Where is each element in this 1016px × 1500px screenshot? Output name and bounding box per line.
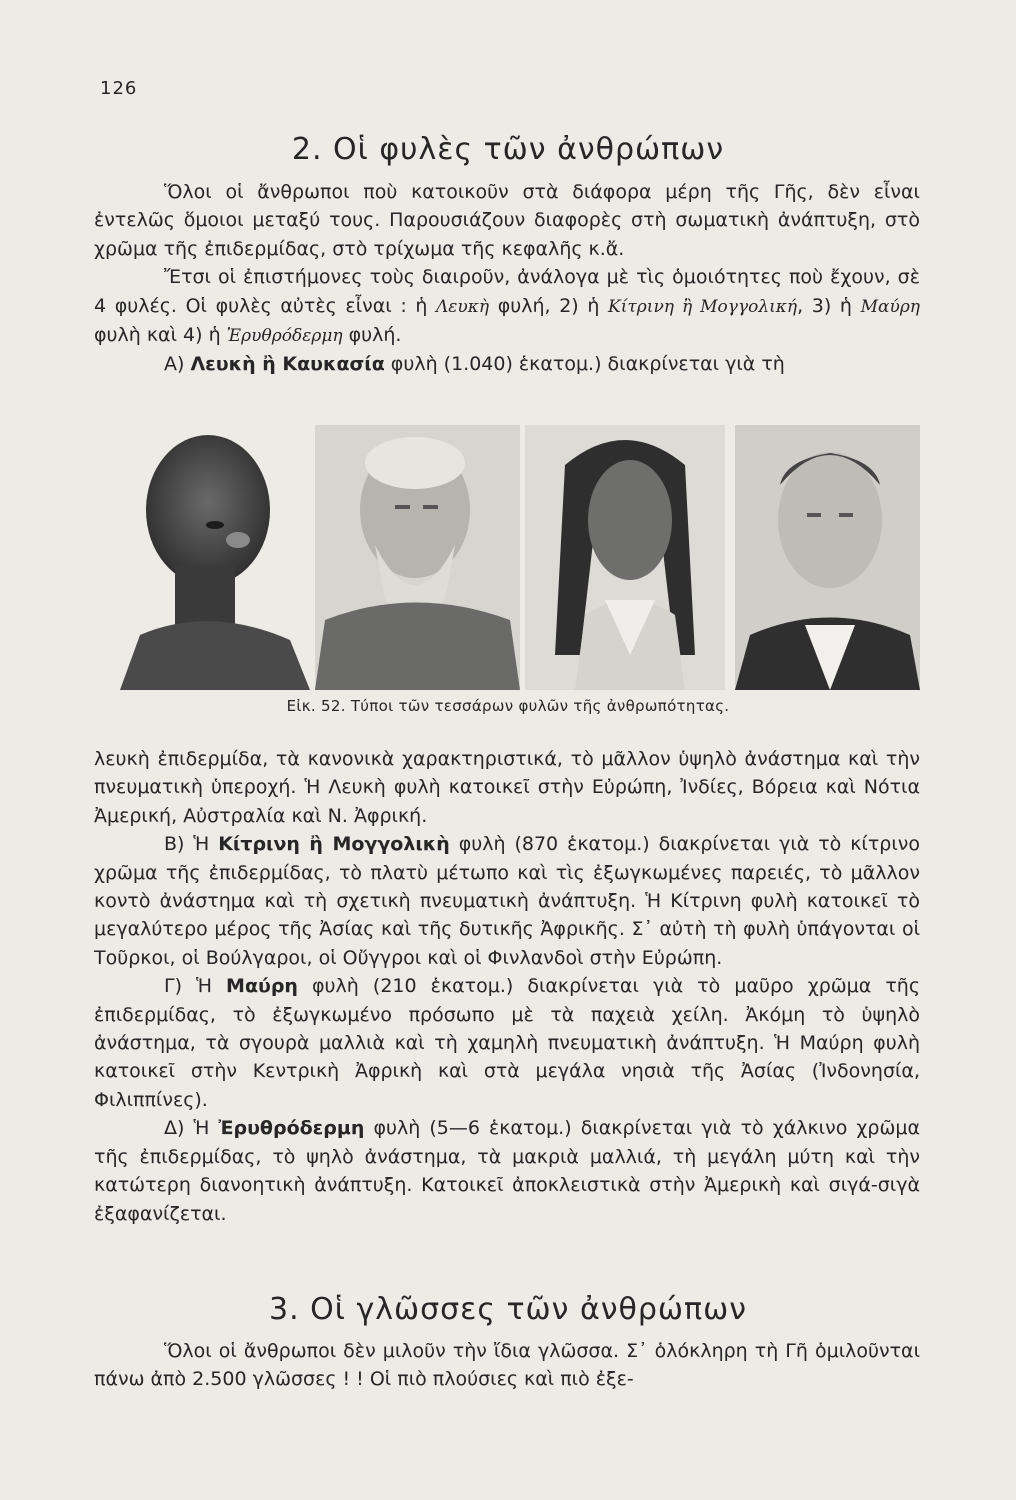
figure-four-races — [120, 425, 920, 690]
classification-text-4: φυλή. — [342, 324, 402, 347]
languages-paragraph: Ὅλοι οἱ ἄνθρωποι δὲν μιλοῦν τὴν ἴδια γλῶσσα. Σ᾿ ὁλόκληρη τὴ Γῆ ὁμιλοῦνται πάνω ἀπὸ 2.500 γλῶσσες ! ! Οἱ πιὸ πλούσιες καὶ πιὸ ἐξε- — [94, 1340, 920, 1391]
black-race-text: φυλὴ (210 ἑκατομ.) διακρίνεται γιὰ τὸ μαῦρο χρῶμα τῆς ἐπιδερμίδας, τὸ ἐξωγκωμένο πρόσωπο μὲ τὰ παχειὰ χείλη. Ἀκόμη τὸ ὑψηλὸ ἀνάστημα, τὰ σγουρὰ μαλλιὰ καὶ τὴ χαμηλὴ πνευματικὴ ἀνάπτυξη. Ἡ Μαύρη φυλὴ κατοικεῖ στὴν Κεντρικὴ Ἀφρικὴ καὶ στὰ μεγάλα νησιὰ τῆς Ἀσίας (Ἰνδονησία, Φιλιππίνες). — [94, 975, 921, 1111]
yellow-race-name: Κίτρινη ἢ Μογγολικὴ — [218, 833, 450, 856]
yellow-race-text: φυλὴ (870 ἑκατομ.) διακρίνεται γιὰ τὸ κίτρινο χρῶμα τῆς ἐπιδερμίδας, τὸ πλατὺ μέτωπο καὶ τὶς ἐξωγκωμένες παρειές, τὸ μᾶλλον κοντὸ ἀνάστημα καὶ τὴ σχετικὴ πνευματικὴ ἀνάπτυξη. Ἡ Κίτρινη φυλὴ κατοικεῖ τὸ μεγαλύτερο μέρος τῆς Ἀσίας καὶ τῆς δυτικῆς Ἀφρικῆς. Σ᾿ αὐτὴ τὴ φυλὴ ὑπάγονται οἱ Τοῦρκοι, οἱ Βούλγαροι, οἱ Οὔγγροι καὶ οἱ Φινλανδοὶ στὴν Εὐρώπη. — [94, 833, 920, 969]
classification-text-2: , 3) ἡ — [797, 294, 861, 317]
race-name-black: Μαύρη — [860, 296, 920, 317]
white-race-paragraph-start — [94, 350, 920, 378]
intro-paragraph: Ὅλοι οἱ ἄνθρωποι ποὺ κατοικοῦν στὰ διάφορα μέρη τῆς Γῆς, δὲν εἶναι ἐντελῶς ὅμοιοι μεταξύ τους. Παρουσιάζουν διαφορὲς στὴ σωματικὴ ἀνάπτυξη, στὸ χρῶμα τῆς ἐπιδερμίδας, στὸ τρίχωμα τῆς κεφαλῆς κ.ἄ. — [94, 181, 920, 260]
red-race-paragraph — [94, 1114, 920, 1228]
black-race-name: Μαύρη — [226, 975, 298, 998]
portrait-white-race — [735, 425, 920, 690]
race-name-white: Λευκὴ — [436, 296, 490, 317]
race-name-red: Ἐρυθρόδερμη — [226, 326, 343, 347]
white-race-label: Α) — [164, 353, 191, 376]
page-number: 126 — [100, 78, 138, 99]
classification-paragraph — [94, 263, 920, 350]
classification-text-1: φυλή, 2) ἡ — [489, 294, 609, 317]
languages-block — [94, 1337, 920, 1394]
red-race-label: Δ) Ἡ — [164, 1117, 219, 1140]
portrait-yellow-race — [315, 425, 520, 690]
portrait-red-race — [525, 425, 725, 690]
black-race-paragraph — [94, 972, 920, 1114]
race-name-yellow: Κίτρινη ἢ Μογγολική — [608, 296, 798, 317]
figure-caption: Εἰκ. 52. Τύποι τῶν τεσσάρων φυλῶν τῆς ἀνθρωπότητας. — [286, 697, 730, 715]
white-race-text: φυλὴ (1.040) ἑκατομ.) διακρίνεται γιὰ τὴ — [384, 353, 785, 376]
red-race-name: Ἐρυθρόδερμη — [218, 1117, 365, 1140]
portrait-black-race — [120, 425, 310, 690]
white-race-name: Λευκὴ ἢ Καυκασία — [190, 353, 385, 376]
yellow-race-paragraph — [94, 830, 920, 972]
red-race-text: φυλὴ (5—6 ἑκατομ.) διακρίνεται γιὰ τὸ χάλκινο χρῶμα τῆς ἐπιδερμίδας, τὸ ψηλὸ ἀνάστημα, τὰ μακριὰ μαλλιά, τὴ μεγάλη μύτη καὶ τὴν κατώτερη διανοητικὴ ἀνάπτυξη. Κατοικεῖ ἀποκλειστικὰ στὴν Ἀμερικὴ καὶ σιγά-σιγὰ ἐξαφανίζεται. — [94, 1117, 920, 1225]
section-heading-languages: 3. Οἱ γλῶσσες τῶν ἀνθρώπων — [269, 1292, 747, 1327]
section-heading-races: 2. Οἱ φυλὲς τῶν ἀνθρώπων — [291, 132, 725, 167]
classification-text-3: φυλὴ καὶ 4) ἡ — [94, 324, 227, 347]
intro-block — [94, 178, 920, 379]
yellow-race-label: Β) Ἡ — [164, 833, 219, 856]
black-race-label: Γ) Ἡ — [164, 975, 227, 998]
white-race-continuation: λευκὴ ἐπιδερμίδα, τὰ κανονικὰ χαρακτηριστικά, τὸ μᾶλλον ὑψηλὸ ἀνάστημα καὶ τὴν πνευματικὴ ὑπεροχή. Ἡ Λευκὴ φυλὴ κατοικεῖ στὴν Εὐρώπη, Ἰνδίες, Βόρεια καὶ Νότια Ἀμερική, Αὐστραλία καὶ Ν. Ἀφρική. — [94, 748, 920, 827]
races-description-block — [94, 745, 920, 1228]
classification-lead: Ἔτσι οἱ ἐπιστήμονες τοὺς διαιροῦν, ἀνάλογα μὲ τὶς ὁμοιότητες ποὺ ἔχουν, σὲ 4 φυλές. Οἱ φυλὲς αὐτὲς εἶναι : ἡ — [94, 266, 920, 317]
